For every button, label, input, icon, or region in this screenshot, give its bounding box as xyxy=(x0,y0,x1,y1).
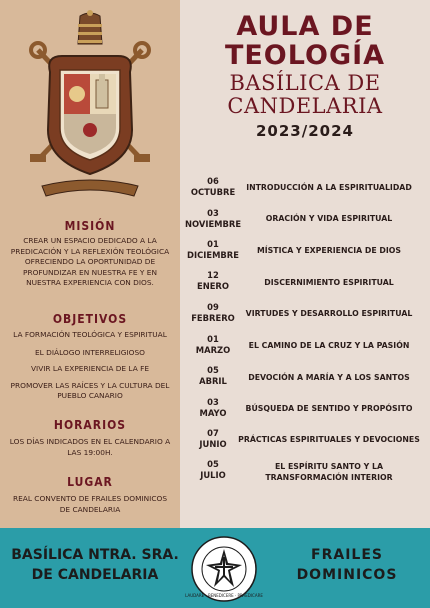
calendar-topic: DEVOCIÓN A MARÍA Y A LOS SANTOS xyxy=(248,373,410,382)
calendar-date: 06 OCTUBRE xyxy=(190,176,236,197)
mision-title: MISIÓN xyxy=(64,219,116,233)
horarios-title: HORARIOS xyxy=(53,418,127,432)
calendar-topic: BÚSQUEDA DE SENTIDO Y PROPÓSITO xyxy=(245,404,413,413)
footer-basilica-name: BASÍLICA NTRA. SRA. DE CANDELARIA xyxy=(11,547,179,583)
horarios-text: LOS DÍAS INDICADOS EN EL CALENDARIO A LAS 19:00H. xyxy=(9,437,171,457)
calendar-date: 01 DICIEMBRE xyxy=(187,239,239,260)
dominican-seal-icon xyxy=(185,535,263,603)
svg-text:LAUDARE · BENEDICERE · PRAEDIC: LAUDARE · BENEDICERE · PRAEDICARE xyxy=(185,593,263,598)
objetivos-title: OBJETIVOS xyxy=(52,312,128,326)
page-subtitle: BASÍLICA DE CANDELARIA xyxy=(227,71,383,118)
objetivos-item: PROMOVER LAS RAÍCES Y LA CULTURA DEL PUEBLO CANARIO xyxy=(10,381,170,401)
calendar-date: 01 MARZO xyxy=(195,334,231,355)
lugar-text: REAL CONVENTO DE FRAILES DOMINICOS DE CANDELARIA xyxy=(12,494,168,514)
objetivos-item: EL DIÁLOGO INTERRELIGIOSO xyxy=(35,348,145,357)
year-label: 2023/2024 xyxy=(256,122,354,140)
calendar-topic: PRÁCTICAS ESPIRITUALES Y DEVOCIONES xyxy=(238,435,420,444)
calendar-topic: ORACIÓN Y VIDA ESPIRITUAL xyxy=(265,214,393,223)
footer-frailes-name: FRAILES DOMINICOS xyxy=(296,547,398,583)
objetivos-item: LA FORMACIÓN TEOLÓGICA Y ESPIRITUAL xyxy=(13,330,167,339)
calendar-date: 03 NOVIEMBRE xyxy=(184,208,242,229)
calendar-date: 05 JULIO xyxy=(200,459,226,480)
objetivos-item: VIVIR LA EXPERIENCIA DE LA FE xyxy=(30,364,150,373)
calendar-date: 03 MAYO xyxy=(199,397,227,418)
calendar-topic: EL ESPÍRITU SANTO Y LA TRANSFORMACIÓN INTERIOR xyxy=(265,462,393,482)
calendar-topic: EL CAMINO DE LA CRUZ Y LA PASIÓN xyxy=(248,341,410,350)
coat-of-arms-icon xyxy=(28,10,152,200)
calendar-date: 05 ABRIL xyxy=(199,365,227,386)
mision-text: CREAR UN ESPACIO DEDICADO A LA PREDICACIÓN Y LA REFLEXIÓN TEOLÓGICA OFRECIENDO LA OPORTUNIDAD DE PROFUNDIZAR EN NUESTRA FE Y EN NUESTRA EXPERIENCIA CON DIOS. xyxy=(10,236,170,288)
calendar-date: 09 FEBRERO xyxy=(191,302,235,323)
calendar-topic: DISCERNIMIENTO ESPIRITUAL xyxy=(264,278,394,287)
calendar-topic: INTRODUCCIÓN A LA ESPIRITUALIDAD xyxy=(246,183,412,192)
page-title: AULA DE TEOLOGÍA xyxy=(224,11,386,71)
lugar-title: LUGAR xyxy=(67,475,113,489)
calendar-date: 07 JUNIO xyxy=(199,428,227,449)
calendar-topic: MÍSTICA Y EXPERIENCIA DE DIOS xyxy=(257,246,401,255)
calendar-topic: VIRTUDES Y DESARROLLO ESPIRITUAL xyxy=(245,309,413,318)
calendar-date: 12 ENERO xyxy=(196,270,230,291)
